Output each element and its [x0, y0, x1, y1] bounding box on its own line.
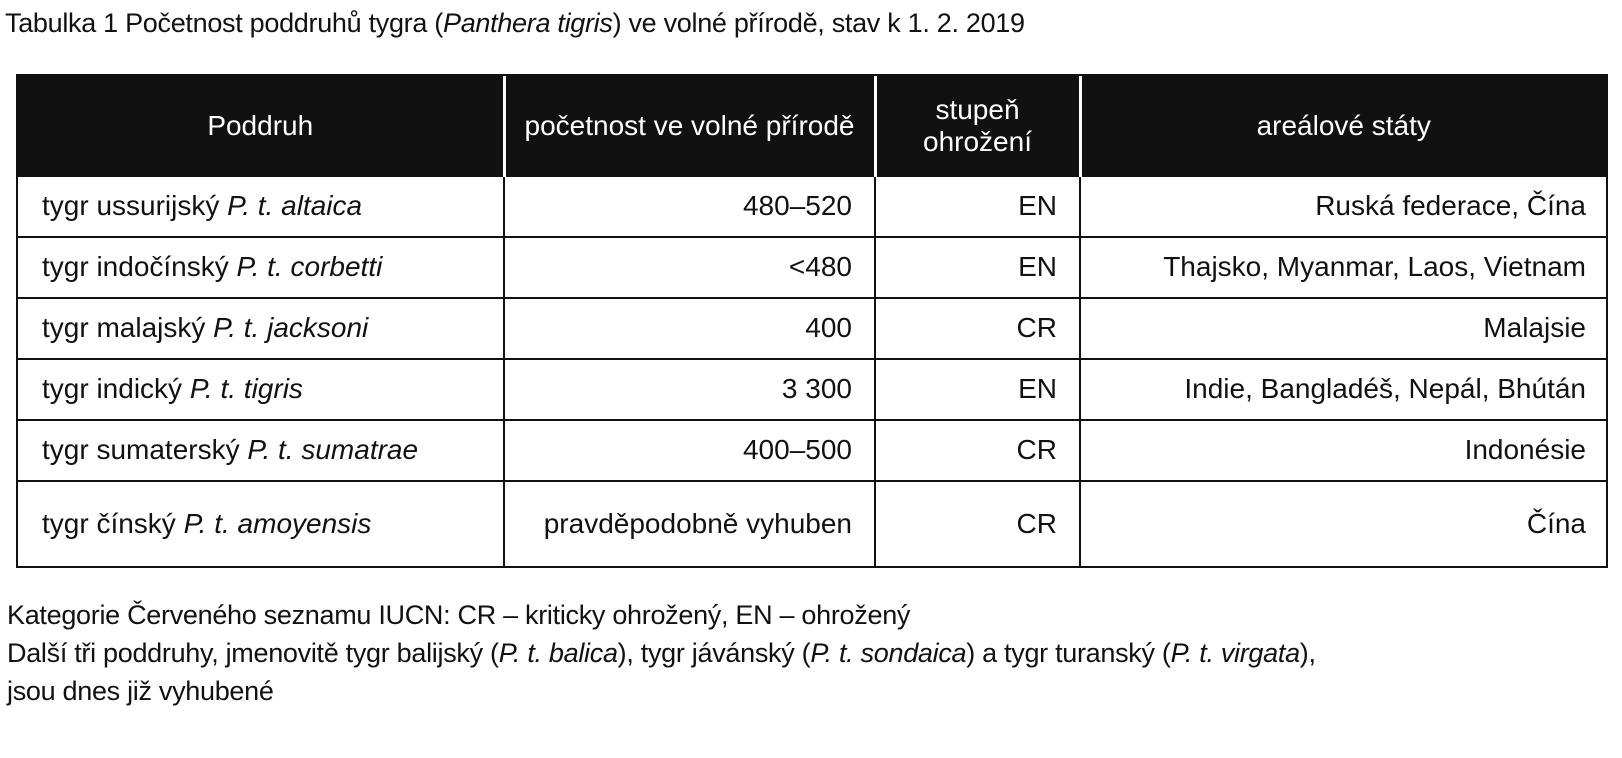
table-caption: [5, 6, 1025, 40]
common-name: tygr indočínský: [42, 251, 237, 283]
note-text: Další tři poddruhy, jmenovitě tygr balijský (: [7, 638, 499, 668]
header-subspecies: Poddruh: [18, 76, 504, 176]
subspecies-cell: [18, 298, 504, 359]
status-cell: CR: [875, 298, 1080, 359]
common-name: tygr čínský: [42, 507, 184, 539]
caption-suffix: ) ve volné přírodě, stav k 1. 2. 2019: [612, 8, 1025, 38]
latin-name: P. t. sumatrae: [247, 434, 419, 466]
table-row: [18, 420, 1606, 481]
subspecies-cell: [18, 420, 504, 481]
latin-name: P. t. altaica: [227, 190, 363, 222]
caption-prefix: Tabulka 1 Početnost poddruhů tygra (: [5, 8, 443, 38]
population-cell: 400: [504, 298, 875, 359]
latin-name: P. t. jacksoni: [213, 312, 369, 344]
table-row: [18, 237, 1606, 298]
population-cell: 400–500: [504, 420, 875, 481]
table-notes: [7, 596, 1316, 710]
subspecies-cell: [18, 237, 504, 298]
note-text: ) a tygr turanský (: [966, 638, 1171, 668]
range-states-cell: Indonésie: [1080, 420, 1606, 481]
range-states-cell: Malajsie: [1080, 298, 1606, 359]
subspecies-cell: [18, 176, 504, 237]
common-name: tygr malajský: [42, 312, 214, 344]
status-cell: EN: [875, 176, 1080, 237]
caption-species: Panthera tigris: [442, 8, 613, 38]
status-cell: CR: [875, 481, 1080, 566]
header-range-states: areálové státy: [1080, 76, 1606, 176]
table-row: [18, 298, 1606, 359]
range-states-cell: Thajsko, Myanmar, Laos, Vietnam: [1080, 237, 1606, 298]
latin-name: P. t. tigris: [189, 373, 303, 405]
table-header-row: [18, 76, 1606, 176]
subspecies-cell: [18, 481, 504, 566]
header-wild-population: početnost ve volné přírodě: [504, 76, 875, 176]
table-row: [18, 359, 1606, 420]
common-name: tygr indický: [42, 373, 190, 405]
latin-name: P. t. corbetti: [236, 251, 383, 283]
note-text: ), tygr jávánský (: [617, 638, 811, 668]
note-latin: P. t. balica: [498, 638, 618, 668]
iucn-legend-note: Kategorie Červeného seznamu IUCN: CR – kriticky ohrožený, EN – ohrožený: [7, 600, 911, 630]
status-cell: CR: [875, 420, 1080, 481]
latin-name: P. t. amoyensis: [183, 507, 372, 539]
header-threat-level: stupeň ohrožení: [875, 76, 1080, 176]
status-cell: EN: [875, 237, 1080, 298]
extinct-subspecies-note: [7, 634, 1316, 672]
extinct-subspecies-note-end: jsou dnes již vyhubené: [7, 676, 274, 706]
range-states-cell: Čína: [1080, 481, 1606, 566]
population-cell: pravděpodobně vyhuben: [504, 481, 875, 566]
note-text: ),: [1299, 638, 1316, 668]
population-cell: 3 300: [504, 359, 875, 420]
table-row: [18, 481, 1606, 566]
common-name: tygr sumaterský: [42, 434, 248, 466]
status-cell: EN: [875, 359, 1080, 420]
note-latin: P. t. sondaica: [810, 638, 967, 668]
note-latin: P. t. virgata: [1170, 638, 1300, 668]
range-states-cell: Ruská federace, Čína: [1080, 176, 1606, 237]
table-row: [18, 176, 1606, 237]
subspecies-cell: [18, 359, 504, 420]
subspecies-table: [16, 74, 1608, 568]
range-states-cell: Indie, Bangladéš, Nepál, Bhútán: [1080, 359, 1606, 420]
population-cell: <480: [504, 237, 875, 298]
population-cell: 480–520: [504, 176, 875, 237]
common-name: tygr ussurijský: [42, 190, 228, 222]
